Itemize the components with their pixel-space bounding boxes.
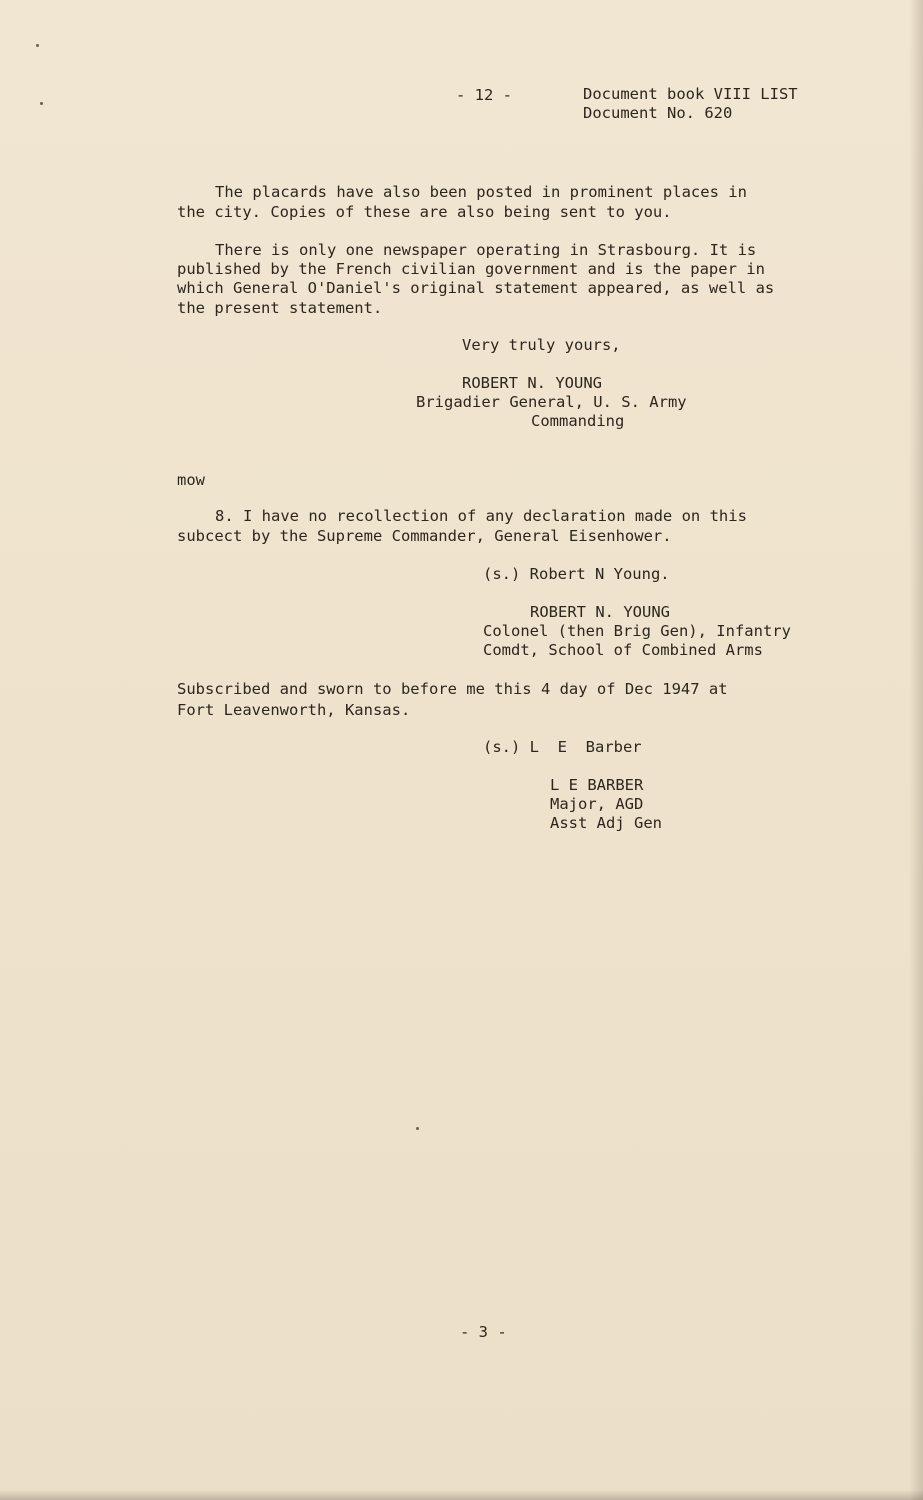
page-edge-shadow	[909, 0, 923, 1500]
letter-signature-rank: Brigadier General, U. S. Army	[416, 393, 687, 411]
page-bottom-edge	[0, 1490, 923, 1500]
jurat-line-2: Fort Leavenworth, Kansas.	[177, 701, 411, 719]
paragraph-1-line-2: the city. Copies of these are also being sent to you.	[177, 203, 672, 221]
paragraph-1-line-1: The placards have also been posted in prominent places in	[215, 183, 747, 201]
jurat-line-1: Subscribed and sworn to before me this 4 day of Dec 1947 at	[177, 680, 728, 698]
paragraph-2-line-2: published by the French civilian government and is the paper in	[177, 260, 765, 278]
letter-closing: Very truly yours,	[462, 336, 621, 354]
header-document-number: Document No. 620	[583, 104, 733, 122]
jurat-rank: Major, AGD	[550, 795, 644, 813]
typist-initials: mow	[177, 471, 205, 489]
paragraph-8-line-2: subcect by the Supreme Commander, General Eisenhower.	[177, 527, 672, 545]
paragraph-2-line-4: the present statement.	[177, 299, 383, 317]
paper-speck	[40, 102, 43, 105]
paragraph-2-line-1: There is only one newspaper operating in Strasbourg. It is	[215, 241, 757, 259]
affidavit-title-1: Colonel (then Brig Gen), Infantry	[483, 622, 791, 640]
paper-speck	[416, 1127, 419, 1130]
paper-speck	[36, 44, 39, 47]
footer-page-number: - 3 -	[460, 1323, 507, 1341]
jurat-role: Asst Adj Gen	[550, 814, 662, 832]
affidavit-signed: (s.) Robert N Young.	[483, 565, 670, 583]
jurat-signed: (s.) L E Barber	[483, 738, 642, 756]
letter-signature-name: ROBERT N. YOUNG	[462, 374, 602, 392]
paragraph-8-line-1: 8. I have no recollection of any declaration made on this	[215, 507, 747, 525]
jurat-name: L E BARBER	[550, 776, 644, 794]
paragraph-2-line-3: which General O'Daniel's original statement appeared, as well as	[177, 279, 775, 297]
header-document-book: Document book VIII LIST	[583, 85, 798, 103]
affidavit-name: ROBERT N. YOUNG	[530, 603, 670, 621]
affidavit-title-2: Comdt, School of Combined Arms	[483, 641, 763, 659]
header-page-number: - 12 -	[456, 86, 512, 104]
letter-signature-role: Commanding	[531, 412, 625, 430]
